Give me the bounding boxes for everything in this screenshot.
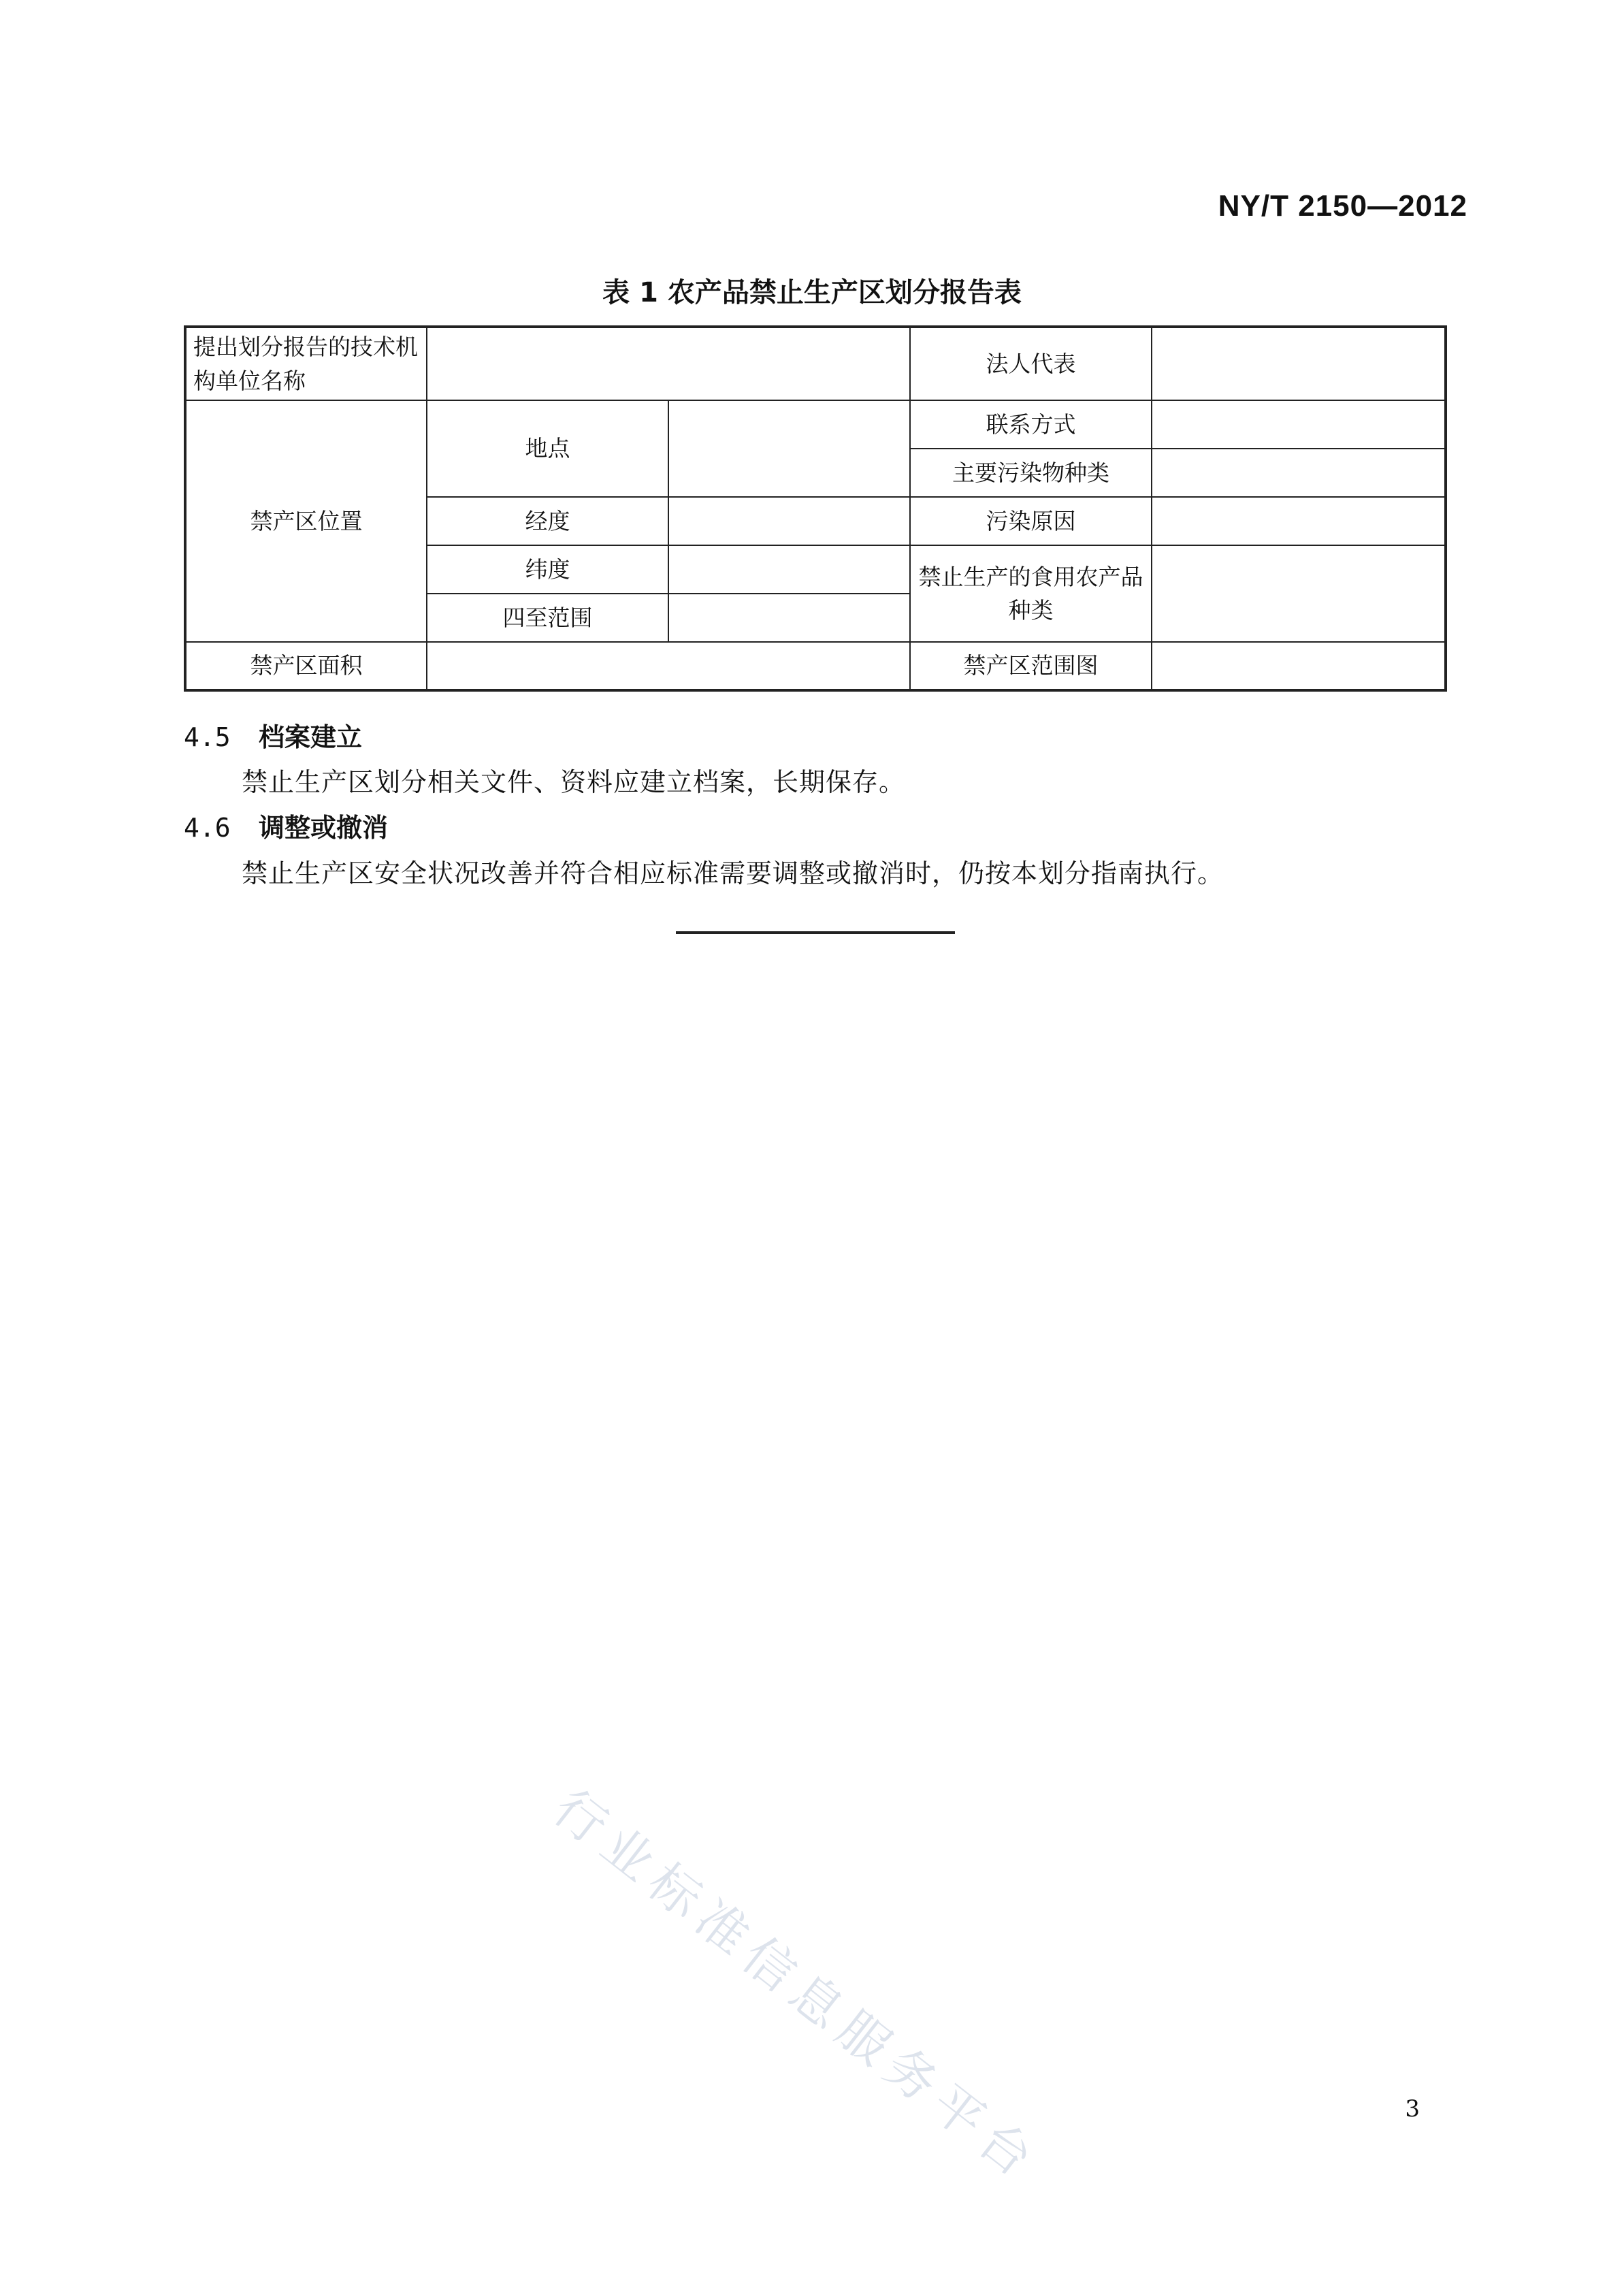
table-title: 表 1 农产品禁止生产区划分报告表 xyxy=(602,277,1022,308)
map-label: 禁产区范围图 xyxy=(910,642,1152,690)
section-number: 4.6 xyxy=(184,813,231,843)
contact-value xyxy=(1152,400,1446,449)
org-name-label: 提出划分报告的技术机构单位名称 xyxy=(185,327,427,400)
report-table xyxy=(184,325,1447,692)
prohibited-products-label: 禁止生产的食用农产品种类 xyxy=(910,545,1152,642)
end-rule xyxy=(676,931,955,934)
section-4-5-text: 禁止生产区划分相关文件、资料应建立档案，长期保存。 xyxy=(242,767,906,797)
place-label: 地点 xyxy=(427,400,668,497)
section-4-5-heading xyxy=(184,716,362,754)
longitude-value xyxy=(668,497,910,545)
area-value xyxy=(427,642,910,690)
section-4-6-heading xyxy=(184,807,388,844)
standard-code: NY/T 2150—2012 xyxy=(1218,189,1467,223)
table-row xyxy=(185,327,1446,400)
pollution-cause-label: 污染原因 xyxy=(910,497,1152,545)
boundary-label: 四至范围 xyxy=(427,594,668,642)
latitude-label: 纬度 xyxy=(427,545,668,594)
page-number: 3 xyxy=(1405,2095,1420,2123)
legal-rep-label: 法人代表 xyxy=(910,327,1152,400)
location-label: 禁产区位置 xyxy=(185,400,427,642)
pollutant-type-value xyxy=(1152,449,1446,497)
latitude-value xyxy=(668,545,910,594)
pollutant-type-label: 主要污染物种类 xyxy=(910,449,1152,497)
contact-label: 联系方式 xyxy=(910,400,1152,449)
table-row xyxy=(185,400,1446,449)
pollution-cause-value xyxy=(1152,497,1446,545)
map-value xyxy=(1152,642,1446,690)
longitude-label: 经度 xyxy=(427,497,668,545)
legal-rep-value xyxy=(1152,327,1446,400)
prohibited-products-value xyxy=(1152,545,1446,642)
boundary-value xyxy=(668,594,910,642)
section-number: 4.5 xyxy=(184,722,231,752)
table-row xyxy=(185,642,1446,690)
section-title: 调整或撤消 xyxy=(259,813,389,843)
area-label: 禁产区面积 xyxy=(185,642,427,690)
section-title: 档案建立 xyxy=(259,722,363,752)
place-value xyxy=(668,400,910,497)
org-name-value xyxy=(427,327,910,400)
section-4-6-text: 禁止生产区安全状况改善并符合相应标准需要调整或撤消时，仍按本划分指南执行。 xyxy=(242,858,1224,888)
watermark: 行业标准信息服务平台 xyxy=(542,1778,1051,2194)
